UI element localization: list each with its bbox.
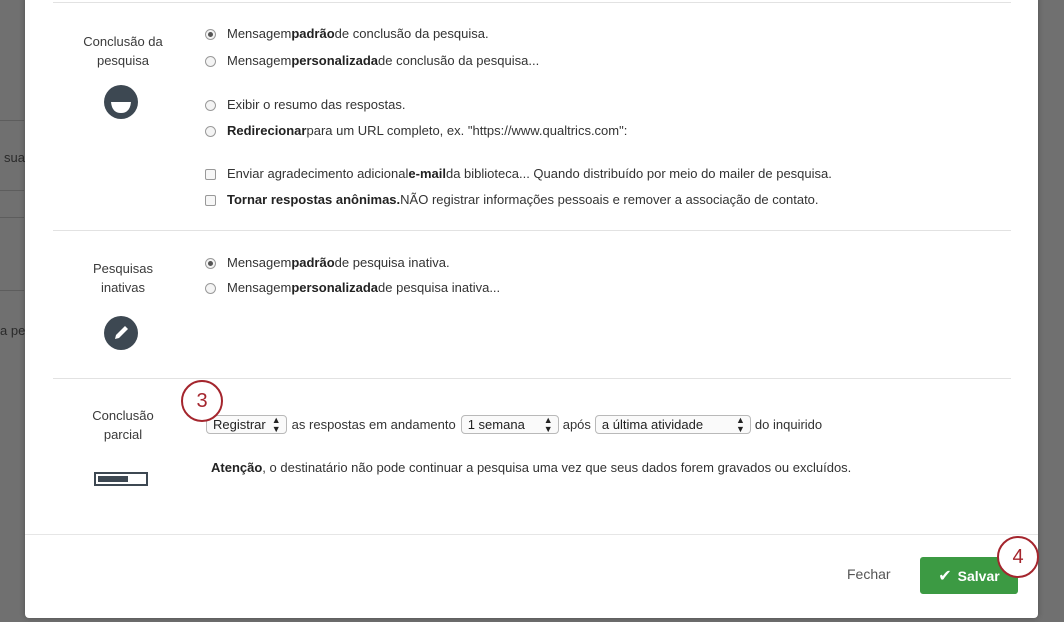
select-value: Registrar [213,417,266,432]
progress-bar-icon [94,472,148,491]
close-button[interactable]: Fechar [847,566,891,582]
survey-completion-label [73,32,173,70]
radio-custom-completion[interactable] [205,53,539,69]
label-line: inativas [100,280,146,295]
option-text: de conclusão da pesquisa. [334,26,489,41]
option-bold: Redirecionar [227,123,307,138]
option-text: Mensagem [227,255,292,270]
option-text: Exibir o resumo das respostas. [227,97,406,112]
inline-text: as respostas em andamento [291,417,456,432]
option-text: da biblioteca... Quando distribuído por meio do mailer de pesquisa. [445,166,832,181]
action-select[interactable] [206,415,287,434]
label-line: Pesquisas [93,261,153,276]
option-text: Mensagem [227,280,292,295]
select-value: 1 semana [467,417,525,432]
footer-divider [25,534,1038,535]
option-bold: Tornar respostas anônimas. [227,192,401,207]
radio-button[interactable] [205,258,216,269]
section-divider [53,378,1011,379]
label-line: Conclusão [92,408,154,423]
option-text: Enviar agradecimento adicional [227,166,409,181]
select-arrows-icon: ▲ ▼ [736,414,745,434]
option-text: Mensagem [227,53,292,68]
radio-redirect-url[interactable] [205,123,627,139]
survey-options-modal [25,0,1038,618]
option-text: de pesquisa inativa... [378,280,501,295]
label-line: Conclusão da [83,34,163,49]
radio-custom-inactive[interactable] [205,280,500,296]
warning-text: , o destinatário não pode continuar a pesquisa uma vez que seus dados forem gravados ou excluídos. [262,460,852,475]
partial-completion-row [206,415,827,434]
partial-completion-label [73,406,173,444]
option-text: Mensagem [227,26,292,41]
background-text: sua [4,150,25,165]
checkbox[interactable] [205,195,216,206]
option-text: para um URL completo, ex. "https://www.qualtrics.com": [306,123,628,138]
inline-text: do inquirido [754,417,823,432]
select-arrows-icon: ▲ ▼ [543,414,553,434]
background-divider [0,290,24,291]
radio-button[interactable] [205,283,216,294]
option-text: de pesquisa inativa. [334,255,450,270]
option-bold: padrão [291,255,335,270]
inline-text: após [562,417,591,432]
option-bold: e-mail [408,166,446,181]
select-value: a última atividade [601,417,704,432]
checkbox-thank-you-email[interactable] [205,166,832,182]
radio-default-inactive[interactable] [205,255,450,271]
save-label: Salvar [957,567,1000,584]
radio-default-completion[interactable] [205,26,489,42]
pencil-icon [104,316,138,355]
smiley-face-icon [104,85,138,124]
period-select[interactable] [461,415,559,434]
checkmark-icon: ✔ [938,567,952,585]
label-line: parcial [103,427,143,442]
checkbox[interactable] [205,169,216,180]
warning-bold: Atenção [211,460,263,475]
option-text: de conclusão da pesquisa... [378,53,540,68]
section-divider [53,230,1011,231]
top-divider [53,2,1011,3]
annotation-step-3: 3 [181,380,223,422]
radio-show-summary[interactable] [205,97,405,113]
radio-button[interactable] [205,29,216,40]
option-text: NÃO registrar informações pessoais e remover a associação de contato. [400,192,819,207]
option-bold: personalizada [291,53,379,68]
partial-completion-warning [211,460,851,476]
annotation-step-4: 4 [997,536,1039,578]
background-divider [0,190,24,191]
inactive-surveys-label [73,259,173,297]
reference-select[interactable] [595,415,751,434]
label-line: pesquisa [96,53,150,68]
checkbox-anonymous-responses[interactable] [205,192,819,208]
option-bold: padrão [291,26,335,41]
radio-button[interactable] [205,100,216,111]
select-arrows-icon: ▲ ▼ [271,414,281,434]
radio-button[interactable] [205,56,216,67]
option-bold: personalizada [291,280,379,295]
radio-button[interactable] [205,126,216,137]
background-divider [0,120,24,121]
background-divider [0,217,24,218]
background-text: a pe [0,323,26,338]
